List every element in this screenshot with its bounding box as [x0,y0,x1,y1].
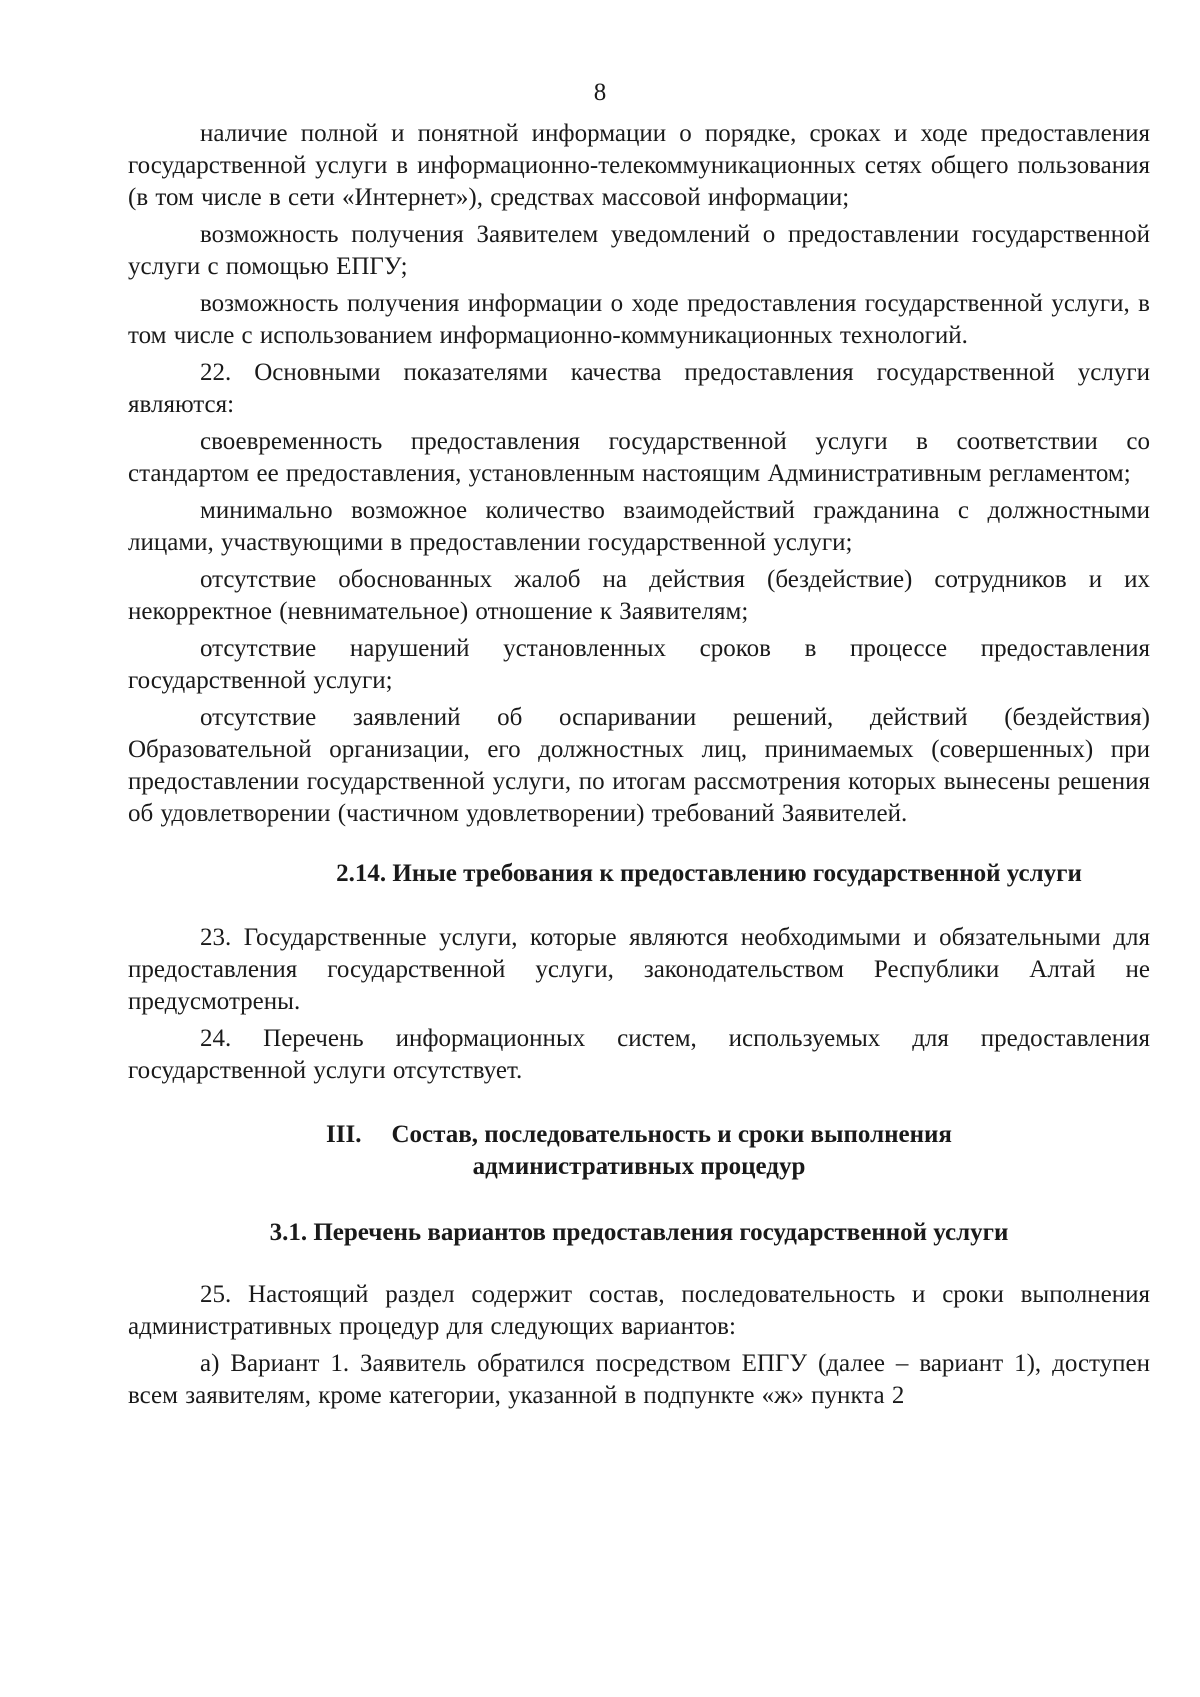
document-body [128,118,1150,1417]
chapter-title-line-1: Состав, последовательность и сроки выполнения [391,1121,952,1148]
chapter-title-line-2: административных процедур [472,1153,806,1180]
chapter-number: III. [326,1121,362,1148]
paragraph: своевременность предоставления государственной услуги в соответствии со стандартом ее предоставления, установленным настоящим Административным регламентом; [128,428,1150,487]
section-heading-3-1: 3.1. Перечень вариантов предоставления государственной услуги [269,1219,1009,1246]
paragraph: отсутствие нарушений установленных сроков в процессе предоставления государственной услуги; [128,635,1150,694]
paragraph: 24. Перечень информационных систем, используемых для предоставления государственной услуги отсутствует. [128,1025,1150,1084]
paragraph: 23. Государственные услуги, которые являются необходимыми и обязательными для предоставления государственной услуги, законодательством Республики Алтай не предусмотрены. [128,924,1150,1015]
paragraph: отсутствие обоснованных жалоб на действия (бездействие) сотрудников и их некорректное (невнимательное) отношение к Заявителям; [128,566,1150,625]
paragraph: 25. Настоящий раздел содержит состав, последовательность и сроки выполнения административных процедур для следующих вариантов: [128,1281,1150,1340]
paragraph: возможность получения информации о ходе предоставления государственной услуги, в том числе с использованием информационно-коммуникационных технологий. [128,290,1150,349]
paragraph: возможность получения Заявителем уведомлений о предоставлении государственной услуги с помощью ЕПГУ; [128,221,1150,280]
paragraph: отсутствие заявлений об оспаривании решений, действий (бездействия) Образовательной организации, его должностных лиц, принимаемых (совершенных) при предоставлении государственной услуги, по итогам рассмотрения которых вынесены решения об удовлетворении (частичном удовлетворении) требований Заявителей. [128,704,1150,827]
paragraph: минимально возможное количество взаимодействий гражданина с должностными лицами, участвующими в предоставлении государственной услуги; [128,497,1150,556]
chapter-heading-3 [128,1119,1150,1183]
paragraph: наличие полной и понятной информации о порядке, сроках и ходе предоставления государственной услуги в информационно-телекоммуникационных сетях общего пользования (в том числе в сети «Интернет»), средствах массовой информации; [128,120,1150,211]
section-heading-2-14: 2.14. Иные требования к предоставлению государственной услуги [336,860,1082,887]
paragraph: а) Вариант 1. Заявитель обратился посредством ЕПГУ (далее – вариант 1), доступен всем заявителям, кроме категории, указанной в подпункте «ж» пункта 2 [128,1350,1150,1409]
paragraph: 22. Основными показателями качества предоставления государственной услуги являются: [128,359,1150,418]
page-number: 8 [593,79,607,106]
